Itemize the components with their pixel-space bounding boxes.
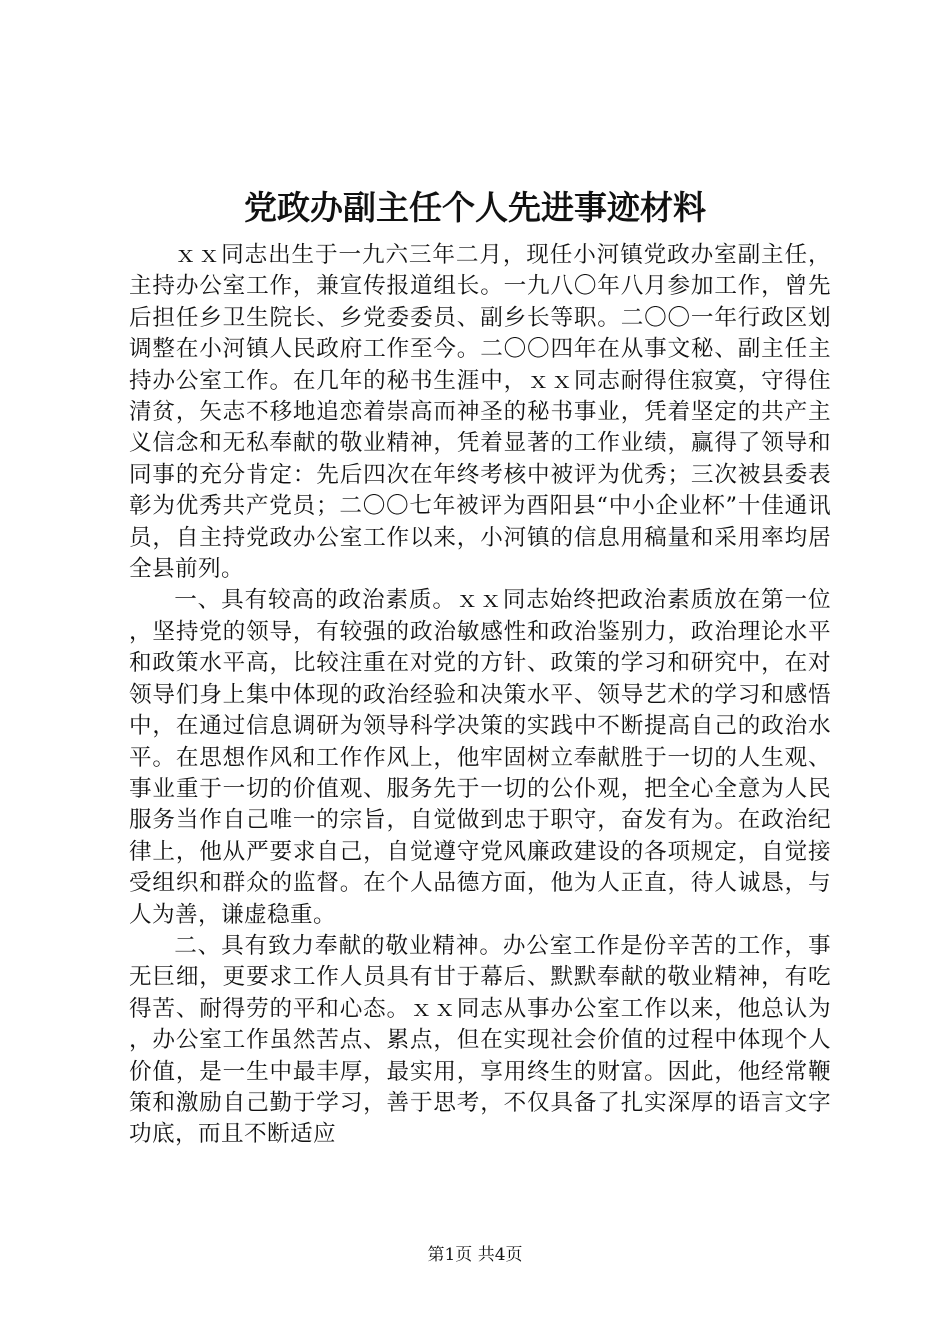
document-title: 党政办副主任个人先进事迹材料 <box>244 188 706 227</box>
page-number: 第1页 共4页 <box>427 1245 523 1265</box>
paragraph-dedication: 二、具有致力奉献的敬业精神。办公室工作是份辛苦的工作，事无巨细，更要求工作人员具有甘于幕后、默默奉献的敬业精神，有吃得苦、耐得劳的平和心态。ｘｘ同志从事办公室工作以来，他总认为，办公室工作虽然苦点、累点，但在实现社会价值的过程中体现个人价值，是一生中最丰厚，最实用，享用终生的财富。因此，他经常鞭策和激励自己勤于学习，善于思考，不仅具备了扎实深厚的语言文字功底，而且不断适应 <box>129 932 831 1148</box>
paragraph-political-quality: 一、具有较高的政治素质。ｘｘ同志始终把政治素质放在第一位，坚持党的领导，有较强的政治敏感性和政治鉴别力，政治理论水平和政策水平高，比较注重在对党的方针、政策的学习和研究中，在对领导们身上集中体现的政治经验和决策水平、领导艺术的学习和感悟中，在通过信息调研为领导科学决策的实践中不断提高自己的政治水平。在思想作风和工作作风上，他牢固树立奉献胜于一切的人生观、事业重于一切的价值观、服务先于一切的公仆观，把全心全意为人民服务当作自己唯一的宗旨，自觉做到忠于职守，奋发有为。在政治纪律上，他从严要求自己，自觉遵守党风廉政建设的各项规定，自觉接受组织和群众的监督。在个人品德方面，他为人正直，待人诚恳，与人为善，谦虚稳重。 <box>129 587 831 928</box>
paragraph-intro: ｘｘ同志出生于一九六三年二月，现任小河镇党政办室副主任，主持办公室工作，兼宣传报道组长。一九八〇年八月参加工作，曾先后担任乡卫生院长、乡党委委员、副乡长等职。二〇〇一年行政区划调整在小河镇人民政府工作至今。二〇〇四年在从事文秘、副主任主持办公室工作。在几年的秘书生涯中，ｘｘ同志耐得住寂寞，守得住清贫，矢志不移地追恋着崇高而神圣的秘书事业，凭着坚定的共产主义信念和无私奉献的敬业精神，凭着显著的工作业绩，赢得了领导和同事的充分肯定：先后四次在年终考核中被评为优秀；三次被县委表彰为优秀共产党员；二〇〇七年被评为酉阳县“中小企业杯”十佳通讯员，自主持党政办公室工作以来，小河镇的信息用稿量和采用率均居全县前列。 <box>129 242 831 583</box>
document-body <box>129 240 831 1151</box>
